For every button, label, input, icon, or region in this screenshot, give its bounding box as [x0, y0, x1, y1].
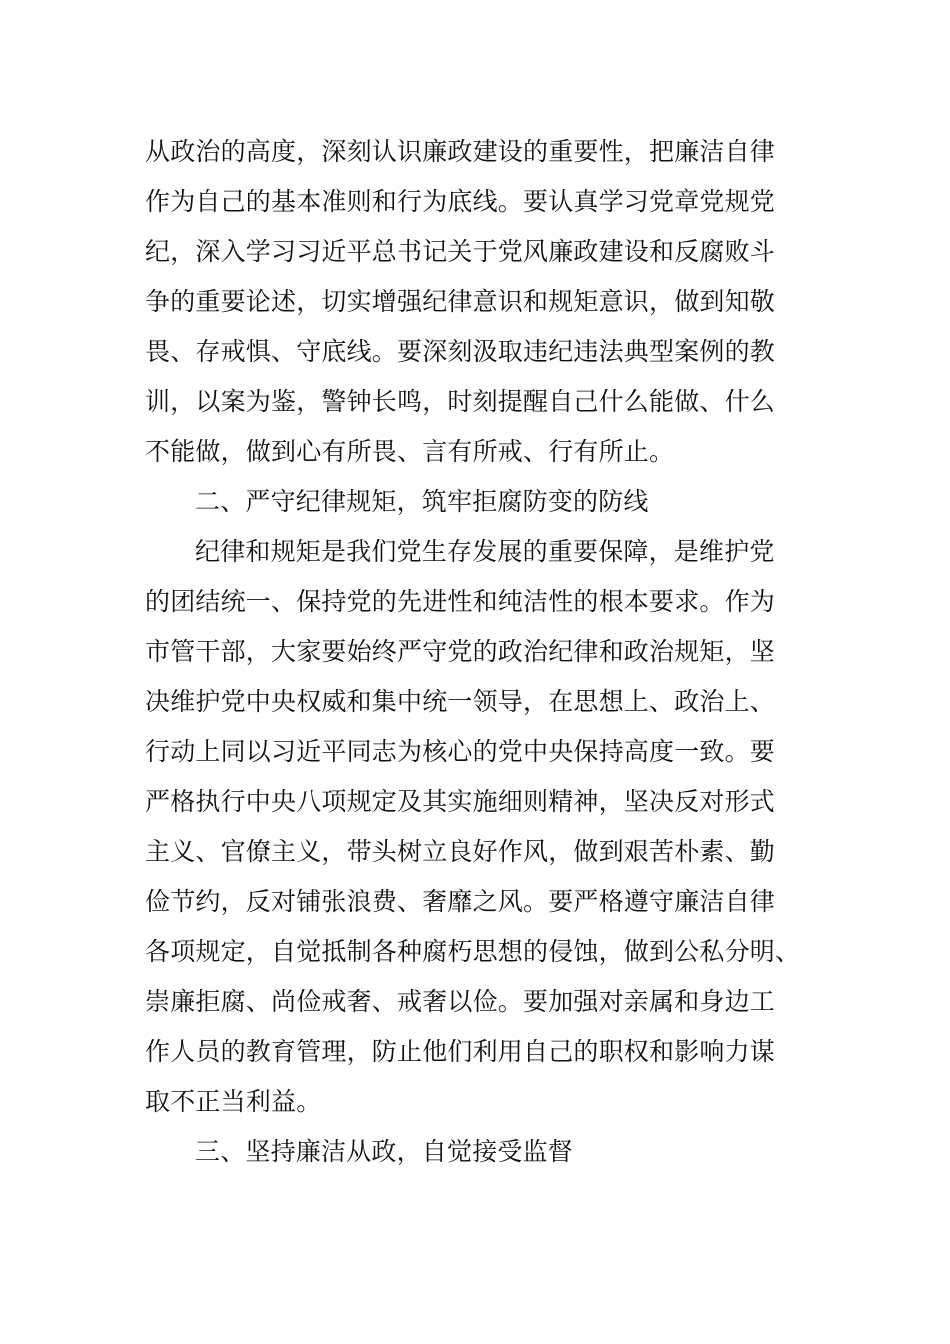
text-line: 训，以案为鉴，警钟长鸣，时刻提醒自己什么能做、什么	[145, 387, 776, 416]
text-line: 畏、存戒惧、守底线。要深刻汲取违纪违法典型案例的教	[145, 337, 776, 366]
text-line: 决维护党中央权威和集中统一领导，在思想上、政治上、	[145, 687, 776, 716]
section-heading-2: 二、严守纪律规矩，筑牢拒腐防变的防线	[195, 487, 649, 516]
text-line: 取不正当利益。	[145, 1087, 322, 1116]
text-line: 市管干部，大家要始终严守党的政治纪律和政治规矩，坚	[145, 637, 776, 666]
text-line: 崇廉拒腐、尚俭戒奢、戒奢以俭。要加强对亲属和身边工	[145, 987, 776, 1016]
text-line: 各项规定，自觉抵制各种腐朽思想的侵蚀，做到公私分明、	[145, 937, 801, 966]
text-line: 主义、官僚主义，带头树立良好作风，做到艰苦朴素、勤	[145, 837, 776, 866]
text-line: 俭节约，反对铺张浪费、奢靡之风。要严格遵守廉洁自律	[145, 887, 776, 916]
text-line: 纪，深入学习习近平总书记关于党风廉政建设和反腐败斗	[145, 237, 776, 266]
text-line: 的团结统一、保持党的先进性和纯洁性的根本要求。作为	[145, 587, 776, 616]
text-line: 严格执行中央八项规定及其实施细则精神，坚决反对形式	[145, 787, 776, 816]
text-line: 纪律和规矩是我们党生存发展的重要保障，是维护党	[195, 537, 775, 566]
text-line: 从政治的高度，深刻认识廉政建设的重要性，把廉洁自律	[145, 137, 776, 166]
text-line: 不能做，做到心有所畏、言有所戒、行有所止。	[145, 437, 675, 466]
document-body	[145, 127, 801, 1177]
text-line: 作为自己的基本准则和行为底线。要认真学习党章党规党	[145, 187, 776, 216]
text-line: 争的重要论述，切实增强纪律意识和规矩意识，做到知敬	[145, 287, 776, 316]
text-line: 作人员的教育管理，防止他们利用自己的职权和影响力谋	[145, 1037, 776, 1066]
text-line: 行动上同以习近平同志为核心的党中央保持高度一致。要	[145, 737, 776, 766]
section-heading-3: 三、坚持廉洁从政，自觉接受监督	[195, 1137, 574, 1166]
